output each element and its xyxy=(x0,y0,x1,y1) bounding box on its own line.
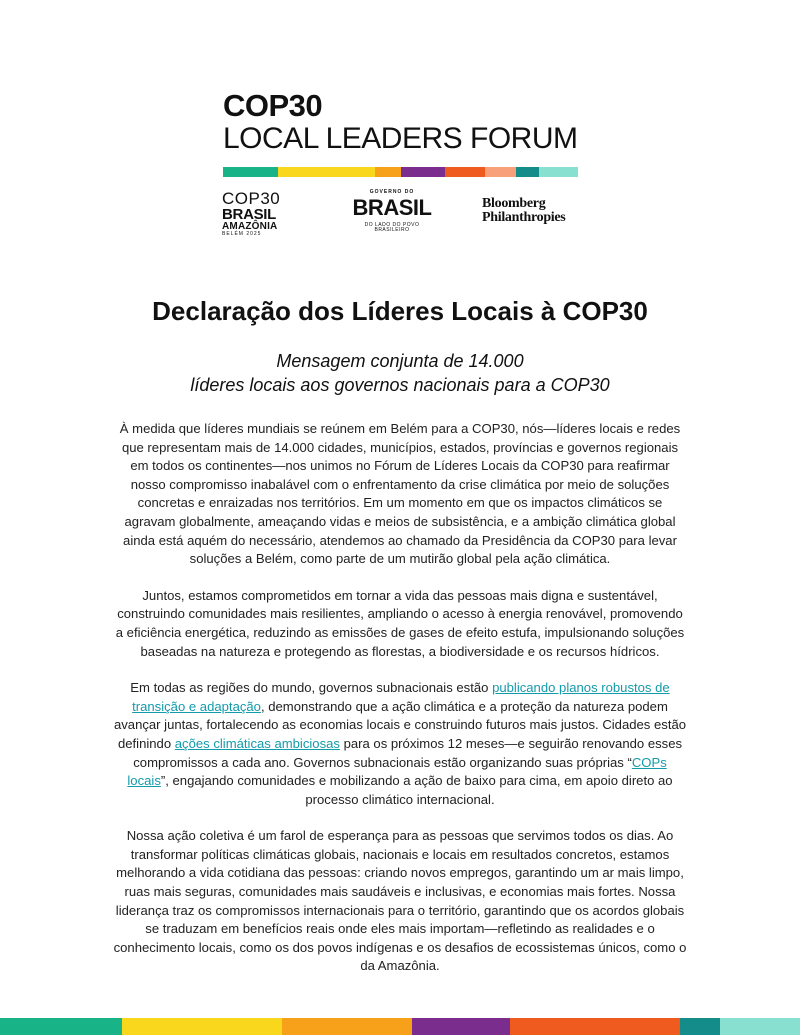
stripe-segment xyxy=(539,167,578,177)
stripe-segment xyxy=(720,1018,800,1035)
link-ambitious-climate-actions[interactable]: ações climáticas ambiciosas xyxy=(174,735,340,751)
cop30-logo-line1: COP30 xyxy=(222,189,281,208)
stripe-segment xyxy=(445,167,485,177)
stripe-segment xyxy=(122,1018,282,1035)
cop30-brasil-logo xyxy=(222,190,292,237)
stripe-segment xyxy=(223,167,278,177)
forum-title-local-leaders: LOCAL LEADERS FORUM xyxy=(223,122,578,155)
cop30-logo-line3: AMAZÔNIA xyxy=(222,221,278,232)
paragraph-3-text-3: para os próximos 12 meses—e seguirão renovando esses compromissos a cada ano. Governos subnacionais estão organizando suas próprias “ xyxy=(133,735,683,770)
bloomberg-logo-line1: Bloomberg xyxy=(482,196,546,211)
bloomberg-logo-line2: Philanthropies xyxy=(482,210,566,225)
paragraph-3-text-1: Em todas as regiões do mundo, governos subnacionais estão xyxy=(130,680,493,696)
bloomberg-philanthropies-logo xyxy=(482,197,565,225)
stripe-segment xyxy=(282,1018,412,1035)
color-stripe xyxy=(223,167,578,177)
stripe-segment xyxy=(510,1018,680,1035)
subtitle-line2: líderes locais aos governos nacionais para a COP30 xyxy=(190,375,610,395)
stripe-segment xyxy=(516,167,539,177)
link-local-cops[interactable]: COPs locais xyxy=(127,754,667,789)
footer-color-stripe xyxy=(0,1018,800,1035)
gov-logo-line1: GOVERNO DO xyxy=(369,189,415,195)
paragraph-3 xyxy=(112,679,688,809)
page-subtitle xyxy=(0,349,800,397)
stripe-segment xyxy=(412,1018,510,1035)
forum-title-cop30: COP30 xyxy=(223,88,323,123)
stripe-segment xyxy=(375,167,401,177)
link-transition-plans[interactable]: publicando planos robustos de transição e adaptação xyxy=(132,680,670,714)
governo-brasil-logo xyxy=(350,190,434,233)
stripe-segment xyxy=(0,1018,122,1035)
cop30-logo-line4: BELÉM 2025 xyxy=(222,231,262,237)
page-title: Declaração dos Líderes Locais à COP30 xyxy=(152,296,648,326)
paragraph-1: À medida que líderes mundiais se reúnem em Belém para a COP30, nós—líderes locais e redes que representam mais de 14.000 cidades, municípios, estados, províncias e governos regionais em todos os continentes—nos unimos no Fórum de Líderes Locais da COP30 para reafirmar nosso compromisso inabalável com o enfrentamento da crise climática por meio de soluções concretas e enraizadas nos territórios. Em um momento em que os impactos climáticos se agravam globalmente, ameaçando vidas e meios de subsistência, e a ambição climática global ainda está aquém do necessário, atendemos ao chamado da Presidência da COP30 para levar soluções a Belém, como parte de um mutirão global pela ação climática. xyxy=(119,421,681,567)
paragraph-3-text-4: ”, engajando comunidades e mobilizando a ação de baixo para cima, em apoio direto ao processo climático internacional. xyxy=(160,773,673,807)
cop30-logo-line2: BRASIL xyxy=(222,206,277,223)
stripe-segment xyxy=(680,1018,720,1035)
partner-logos xyxy=(222,190,602,240)
header-block xyxy=(223,90,583,177)
stripe-segment xyxy=(346,167,375,177)
paragraph-3-text-2: , demonstrando que a ação climática e a proteção da natureza podem avançar juntas, fortalecendo as economias locais e construindo futuros mais justos. Cidades estão definindo xyxy=(113,698,687,751)
gov-logo-line3: DO LADO DO POVO BRASILEIRO xyxy=(364,222,420,233)
paragraph-2: Juntos, estamos comprometidos em tornar a vida das pessoas mais digna e sustentável, construindo comunidades mais resilientes, ampliando o acesso à energia renovável, promovendo a eficiência energética, reduzindo as emissões de gases de efeito estufa, impulsionando soluções baseadas na natureza e protegendo as florestas, a biodiversidade e os recursos hídricos. xyxy=(115,587,685,659)
gov-logo-line2: BRASIL xyxy=(352,195,432,220)
stripe-segment xyxy=(401,167,445,177)
paragraph-4: Nossa ação coletiva é um farol de esperança para as pessoas que servimos todos os dias. Ao transformar políticas climáticas globais, nacionais e locais em resultados concretos, estamos melhorando a vida cotidiana das pessoas: criando novos empregos, garantindo um ar mais limpo, ruas mais seguras, comunidades mais saudáveis e inclusivas, e economias mais fortes. Nossa liderança traz os compromissos internacionais para o território, garantindo que os acordos globais se traduzam em benefícios reais onde eles mais importam—refletindo as realidades e o conhecimento locais, como os dos povos indígenas e os desafios de ecossistemas únicos, como o da Amazônia. xyxy=(113,828,687,974)
stripe-segment xyxy=(278,167,346,177)
subtitle-line1: Mensagem conjunta de 14.000 xyxy=(276,351,524,371)
declaration-body xyxy=(112,420,688,994)
stripe-segment xyxy=(485,167,516,177)
